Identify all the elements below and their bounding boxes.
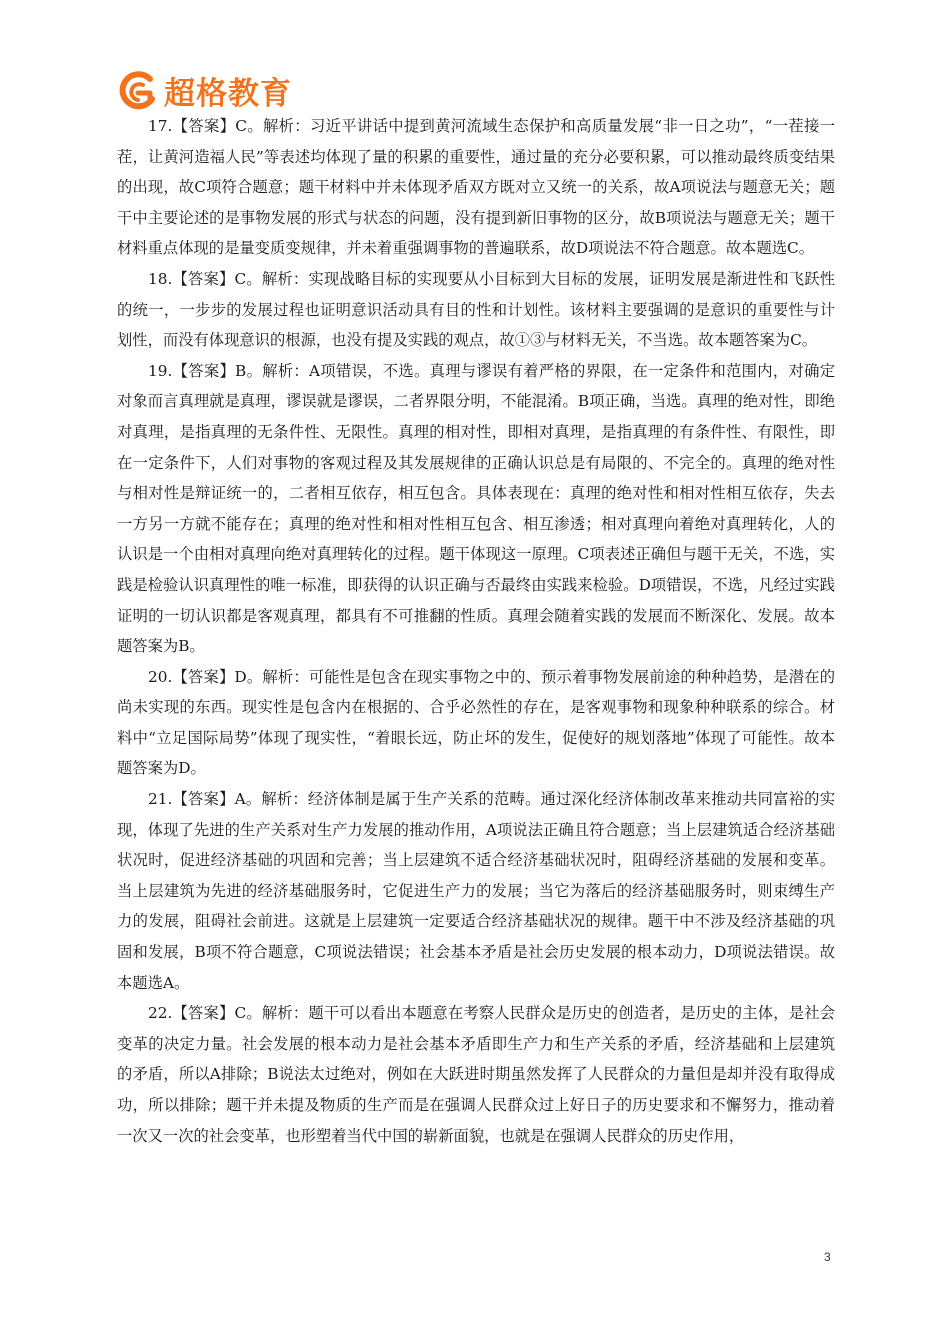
answer-17: 17.【答案】C。解析：习近平讲话中提到黄河流域生态保护和高质量发展“非一日之功”，“一茬接一茬，让黄河造福人民”等表述均体现了量的积累的重要性，通过量的充分必要积累，可以推动最终质变结果的出现，故C项符合题意；题干材料中并未体现矛盾双方既对立又统一的关系，故A项说法与题意无关；题干中主要论述的是事物发展的形式与状态的问题，没有提到新旧事物的区分，故B项说法与题意无关；题干材料重点体现的是量变质变规律，并未着重强调事物的普遍联系，故D项说法不符合题意。故本题选C。 bbox=[117, 117, 835, 258]
brand-name: 超格教育 bbox=[164, 76, 292, 112]
answer-20: 20.【答案】D。解析：可能性是包含在现实事物之中的、预示着事物发展前途的种种趋势，是潜在的尚未实现的东西。现实性是包含内在根据的、合乎必然性的存在，是客观事物和现象种种联系的综合。材料中“立足国际局势”体现了现实性，“着眼长远，防止坏的发生，促使好的规划落地”体现了可能性。故本题答案为D。 bbox=[117, 667, 835, 778]
page-number: 3 bbox=[824, 1250, 831, 1264]
answer-explanations bbox=[117, 111, 835, 1151]
answer-19: 19.【答案】B。解析：A项错误，不选。真理与谬误有着严格的界限，在一定条件和范围内，对确定对象而言真理就是真理，谬误就是谬误，二者界限分明，不能混淆。B项正确，当选。真理的绝对性，即绝对真理，是指真理的无条件性、无限性。真理的相对性，即相对真理，是指真理的有条件性、有限性，即在一定条件下，人们对事物的客观过程及其发展规律的正确认识总是有局限的、不完全的。真理的绝对性与相对性是辩证统一的，二者相互依存，相互包含。具体表现在：真理的绝对性和相对性相互依存，失去一方另一方就不能存在；真理的绝对性和相对性相互包含、相互渗透；相对真理向着绝对真理转化，人的认识是一个由相对真理向绝对真理转化的过程。题干体现这一原理。C项表述正确但与题干无关，不选，实践是检验认识真理性的唯一标准，即获得的认识正确与否最终由实践来检验。D项错误，不选，凡经过实践证明的一切认识都是客观真理，都具有不可推翻的性质。真理会随着实践的发展而不断深化、发展。故本题答案为B。 bbox=[117, 361, 835, 656]
answer-22: 22.【答案】C。解析：题干可以看出本题意在考察人民群众是历史的创造者，是历史的主体，是社会变革的决定力量。社会发展的根本动力是社会基本矛盾即生产力和生产关系的矛盾，经济基础和上层建筑的矛盾，所以A排除；B说法太过绝对，例如在大跃进时期虽然发挥了人民群众的力量但是却并没有取得成功，所以排除；题干并未提及物质的生产而是在强调人民群众过上好日子的历史要求和不懈努力，推动着一次又一次的社会变革，也形塑着当代中国的崭新面貌，也就是在强调人民群众的历史作用， bbox=[117, 1004, 835, 1145]
answer-21: 21.【答案】A。解析：经济体制是属于生产关系的范畴。通过深化经济体制改革来推动共同富裕的实现，体现了先进的生产关系对生产力发展的推动作用，A项说法正确且符合题意；当上层建筑适合经济基础状况时，促进经济基础的巩固和完善；当上层建筑不适合经济基础状况时，阻碍经济基础的发展和变革。当上层建筑为先进的经济基础服务时，它促进生产力的发展；当它为落后的经济基础服务时，则束缚生产力的发展，阻碍社会前进。这就是上层建筑一定要适合经济基础状况的规律。题干中不涉及经济基础的巩固和发展，B项不符合题意，C项说法错误；社会基本矛盾是社会历史发展的根本动力，D项说法错误。故本题选A。 bbox=[117, 790, 835, 992]
brand-logo bbox=[116, 68, 292, 113]
answer-18: 18.【答案】C。解析：实现战略目标的实现要从小目标到大目标的发展，证明发展是渐进性和飞跃性的统一，一步步的发展过程也证明意识活动具有目的性和计划性。该材料主要强调的是意识的重要性与计划性，而没有体现意识的根源，也没有提及实践的观点，故①③与材料无关，不当选。故本题答案为C。 bbox=[117, 269, 835, 350]
cg-logo-icon bbox=[116, 69, 160, 113]
